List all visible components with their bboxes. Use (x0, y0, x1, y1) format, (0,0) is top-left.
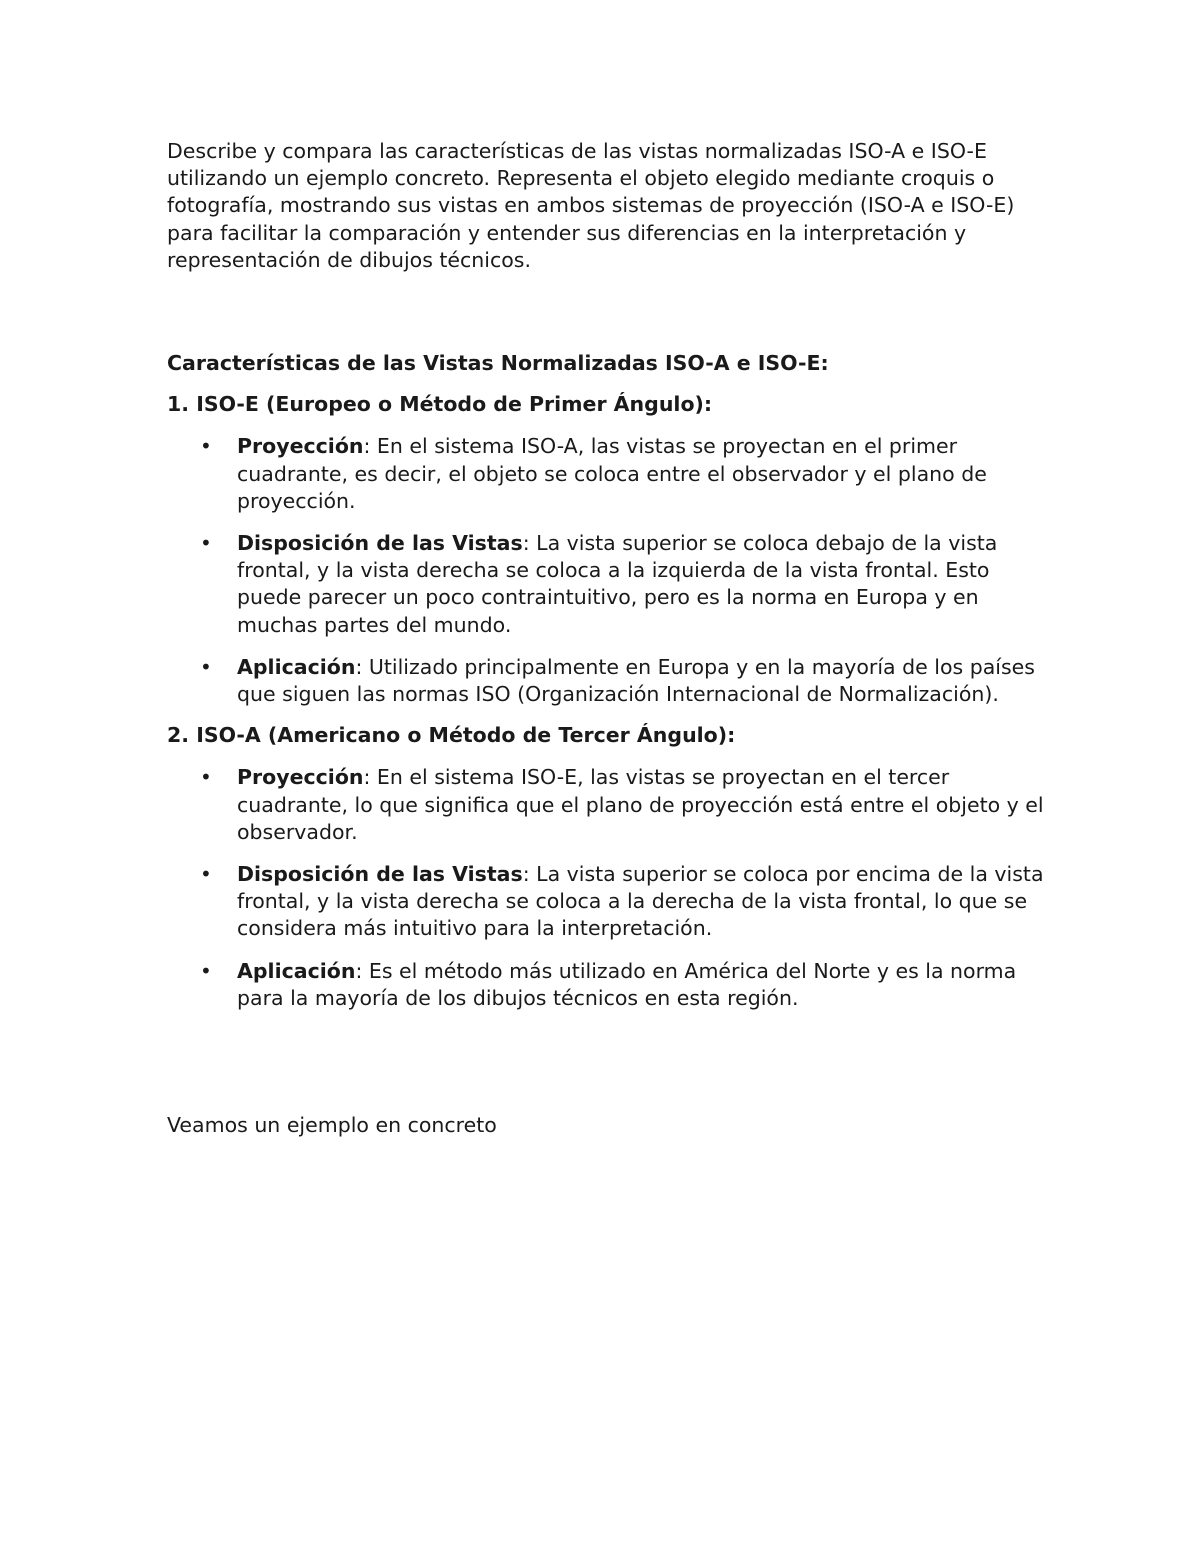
bullet-text: : Es el método más utilizado en América del Norte y es la norma para la mayoría de los dibujos técnicos en esta región. (237, 958, 1017, 1010)
bullet-icon: • (200, 654, 212, 679)
bullet-icon: • (200, 531, 212, 556)
list-item (167, 861, 1047, 943)
document-page (167, 138, 1047, 1139)
bullet-term: Disposición de las Vistas (237, 531, 523, 556)
bullet-term: Aplicación (237, 958, 356, 983)
intro-paragraph: Describe y compara las características de las vistas normalizadas ISO-A e ISO-E utilizando un ejemplo concreto. Representa el objeto elegido mediante croquis o fotografía, mostrando sus vistas en ambos sistemas de proyección (ISO-A e ISO-E) para facilitar la comparación y entender sus diferencias en la interpretación y representación de dibujos técnicos. (167, 139, 1015, 272)
bullet-term: Proyección (237, 434, 364, 459)
bullet-icon: • (200, 862, 212, 887)
bullet-list-iso-a (167, 764, 1047, 1012)
section-heading-iso-e: 1. ISO-E (Europeo o Método de Primer Ángulo): (167, 392, 713, 417)
bullet-text: : Utilizado principalmente en Europa y en la mayoría de los países que siguen las normas ISO (Organización Internacional de Normalización). (237, 654, 1035, 707)
bullet-icon: • (200, 958, 212, 983)
list-item (167, 654, 1047, 708)
list-item (167, 530, 1047, 639)
bullet-text: : En el sistema ISO-A, las vistas se proyectan en el primer cuadrante, es decir, el objeto se coloca entre el observador y el plano de proyección. (237, 434, 987, 513)
bullet-term: Aplicación (237, 654, 356, 679)
bullet-text: : La vista superior se coloca por encima de la vista frontal, y la vista derecha se coloca a la derecha de la vista frontal, lo que se considera más intuitivo para la interpretación. (237, 862, 1044, 941)
bullet-list-iso-e (167, 433, 1047, 708)
bullet-icon: • (200, 434, 212, 459)
closing-paragraph: Veamos un ejemplo en concreto (167, 1113, 497, 1138)
bullet-term: Disposición de las Vistas (237, 862, 523, 887)
bullet-term: Proyección (237, 765, 364, 790)
bullet-text: : En el sistema ISO-E, las vistas se proyectan en el tercer cuadrante, lo que significa que el plano de proyección está entre el objeto y el observador. (237, 765, 1044, 844)
list-item (167, 433, 1047, 515)
main-heading: Características de las Vistas Normalizadas ISO-A e ISO-E: (167, 351, 829, 376)
bullet-text: : La vista superior se coloca debajo de la vista frontal, y la vista derecha se coloca a la izquierda de la vista frontal. Esto puede parecer un poco contraintuitivo, pero es la norma en Europa y en muchas partes del mundo. (237, 531, 998, 637)
section-heading-iso-a: 2. ISO-A (Americano o Método de Tercer Ángulo): (167, 723, 736, 748)
bullet-icon: • (200, 765, 212, 790)
list-item (167, 958, 1047, 1012)
list-item (167, 764, 1047, 846)
